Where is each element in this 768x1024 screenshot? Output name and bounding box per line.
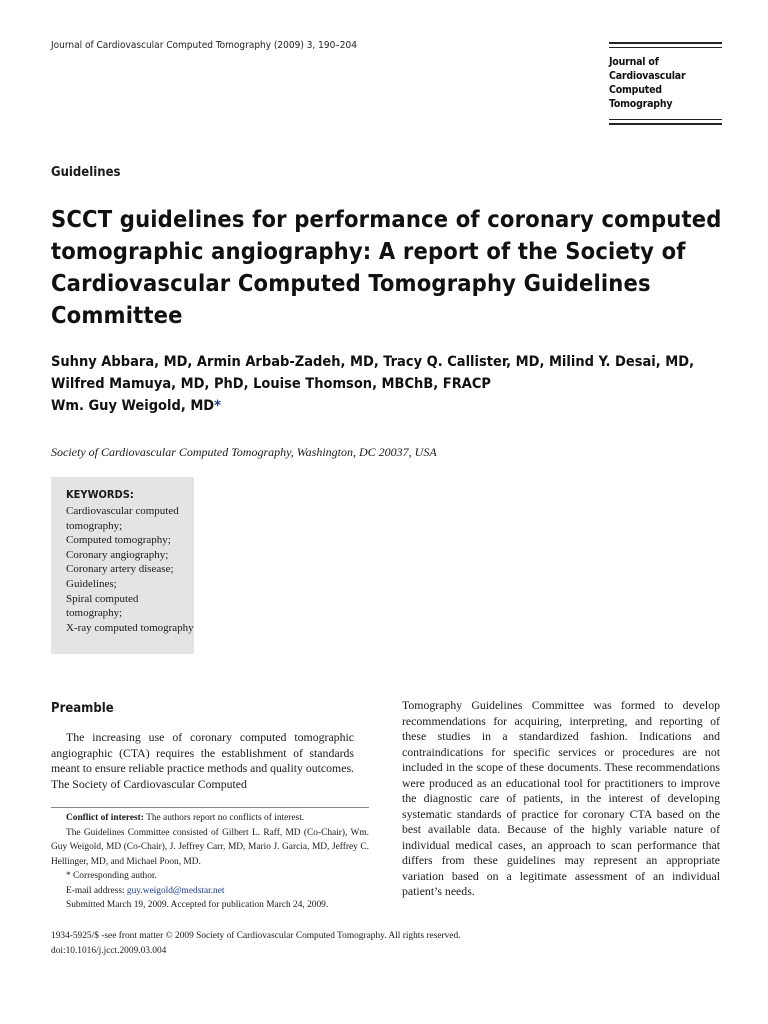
author-list — [51, 351, 741, 417]
submitted-footnote: Submitted March 19, 2009. Accepted for publication March 24, 2009. — [66, 900, 329, 910]
preamble-heading: Preamble — [51, 701, 114, 716]
committee-footnote: The Guidelines Committee consisted of Gilbert L. Raff, MD (Co-Chair), Wm. Guy Weigold, MD (Co-Chair), J. Jeffrey Carr, MD, Mario J. Garcia, MD, Jeffrey C. Hellinger, MD, and Michael Poon, MD. — [51, 827, 369, 867]
keyword-item: Guidelines; — [66, 577, 117, 590]
keyword-item: Coronary artery disease; — [66, 563, 174, 576]
journal-name — [609, 55, 722, 111]
email-link[interactable]: guy.weigold@medstar.net — [126, 885, 225, 896]
email-label: E-mail address: — [66, 885, 125, 896]
journal-citation: Journal of Cardiovascular Computed Tomography (2009) 3, 190–204 — [51, 40, 357, 51]
keywords-list — [66, 504, 194, 635]
copyright-line: 1934-5925/$ -see front matter © 2009 Society of Cardiovascular Computed Tomography. All rights reserved. — [51, 931, 461, 941]
keyword-item: Computed tomography; — [66, 534, 171, 547]
affiliation: Society of Cardiovascular Computed Tomography, Washington, DC 20037, USA — [51, 445, 437, 459]
keyword-item: X-ray computed tomography — [66, 621, 194, 634]
logo-rule — [609, 119, 722, 120]
conflict-text: The authors report no conflicts of interest. — [146, 813, 305, 823]
journal-name-line: Journal of — [609, 56, 659, 68]
keyword-item: Cardiovascular computed tomography; — [66, 505, 179, 532]
author-last: Wm. Guy Weigold, MD — [51, 398, 215, 414]
logo-rule — [609, 123, 722, 125]
article-title: SCCT guidelines for performance of coronary computed tomographic angiography: A report of the Society of Cardiovascular Computed Tomography Guidelines Committee — [51, 205, 722, 329]
journal-name-line: Cardiovascular — [609, 70, 686, 82]
section-label: Guidelines — [51, 165, 121, 180]
logo-rule — [609, 47, 722, 48]
email-footnote — [51, 884, 369, 899]
conflict-footnote — [51, 811, 369, 826]
footnotes — [51, 811, 369, 913]
preamble-paragraph-left: The increasing use of coronary computed tomographic angiographic (CTA) requires the establishment of standards meant to ensure reliable practice methods and quality outcomes. The Society of Cardiovascular Computed — [51, 730, 355, 791]
authors-text: Suhny Abbara, MD, Armin Arbab-Zadeh, MD, Tracy Q. Callister, MD, Milind Y. Desai, MD, Wilfred Mamuya, MD, PhD, Louise Thomson, MBChB, FRACP — [51, 354, 695, 392]
corresponding-author-link[interactable]: * — [214, 398, 221, 414]
keyword-item: Coronary angiography; — [66, 548, 169, 561]
corresponding-footnote: * Corresponding author. — [66, 871, 157, 881]
keyword-item: Spiral computed tomography; — [66, 592, 139, 620]
logo-rule — [609, 42, 722, 44]
bottom-matter — [51, 929, 461, 958]
doi-line: doi:10.1016/j.jcct.2009.03.004 — [51, 945, 167, 956]
keywords-box — [51, 477, 194, 654]
preamble-paragraph-right: Tomography Guidelines Committee was formed to develop recommendations for acquiring, interpreting, and reporting of these studies in a standardized fashion. Indications and contraindications for specific services or procedures are not included in the scope of these documents. These recommendations were produced as an educational tool for practitioners to improve the diagnostic care of patients, in the interest of developing systematic standards of practice for coronary CTA based on the best available data. Because of the highly variable nature of individual medical cases, an approach to scan performance that differs from these guidelines may represent an appropriate variation based on a legitimate assessment of an individual patient’s needs. — [402, 698, 720, 898]
footnote-divider — [51, 807, 369, 808]
journal-name-line: Computed Tomography — [609, 84, 673, 110]
journal-logo — [609, 40, 722, 125]
conflict-label: Conflict of interest: — [66, 813, 144, 823]
keywords-heading: KEYWORDS: — [66, 488, 134, 501]
